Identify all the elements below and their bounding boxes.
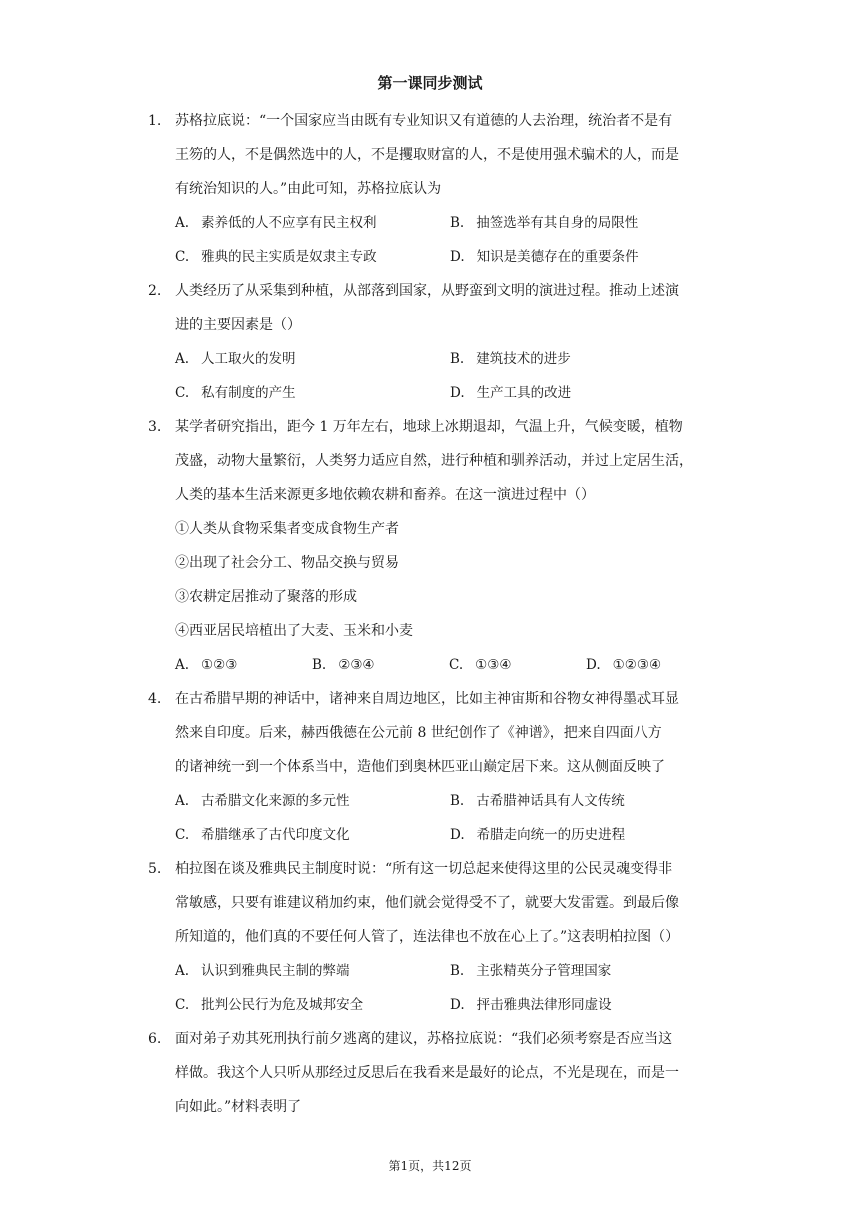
statement-item: ④西亚居民培植出了大麦、玉米和小麦: [175, 623, 413, 639]
question-number: 6.: [148, 1031, 162, 1047]
option-text: 生产工具的改进: [476, 385, 572, 401]
options-row: [148, 988, 714, 1022]
option-c[interactable]: [175, 818, 450, 852]
question-1: [148, 104, 714, 274]
option-a[interactable]: [175, 342, 450, 376]
question-text-line: 人类的基本生活来源更多地依赖农耕和畜养。在这一演进过程中（）: [175, 487, 595, 503]
option-text: 私有制度的产生: [201, 385, 296, 401]
option-letter: B.: [450, 351, 465, 367]
option-d[interactable]: [450, 376, 725, 410]
option-text: 素养低的人不应享有民主权利: [201, 215, 377, 231]
page-footer: 第1页，共12页: [388, 1159, 472, 1173]
question-2: [148, 274, 714, 410]
option-letter: B.: [312, 657, 327, 673]
option-text: 希腊继承了古代印度文化: [201, 827, 350, 843]
question-text-line: 的诸神统一到一个体系当中，造他们到奥林匹亚山巅定居下来。这从侧面反映了: [175, 759, 665, 775]
question-number: 3.: [148, 419, 162, 435]
question-stem-text: 在古希腊早期的神话中，诸神来自周边地区，比如主神宙斯和谷物女神得墨忒耳显: [175, 691, 679, 707]
option-letter: D.: [586, 657, 601, 673]
option-letter: A.: [175, 351, 190, 367]
question-text-line: 茂盛，动物大量繁衍，人类努力适应自然，进行种植和驯养活动，并过上定居生活，: [175, 453, 693, 469]
question-text-line: 有统治知识的人。”由此可知，苏格拉底认为: [175, 181, 442, 197]
option-letter: C.: [449, 657, 464, 673]
option-text: ①②③④: [612, 657, 662, 673]
option-text: 认识到雅典民主制的弊端: [201, 963, 350, 979]
question-text-line: [148, 410, 714, 444]
question-text-line: [148, 852, 714, 886]
question-text-line: 所知道的，他们真的不要任何人管了，连法律也不放在心上了。”这表明柏拉图（）: [175, 929, 680, 945]
option-text: ①②③: [201, 657, 238, 673]
question-text-line: [148, 682, 714, 716]
option-text: 雅典的民主实质是奴隶主专政: [201, 249, 377, 265]
option-letter: D.: [450, 249, 465, 265]
question-number: 5.: [148, 861, 162, 877]
option-letter: B.: [450, 963, 465, 979]
option-text: 古希腊神话具有人文传统: [476, 793, 625, 809]
option-a[interactable]: [175, 954, 450, 988]
option-letter: D.: [450, 827, 465, 843]
option-text: 希腊走向统一的历史进程: [476, 827, 626, 843]
option-text: 建筑技术的进步: [476, 351, 571, 367]
question-text-line: [148, 104, 714, 138]
statement-item: ①人类从食物采集者变成食物生产者: [175, 521, 399, 537]
question-text-line: 样做。我这个人只听从那经过反思后在我看来是最好的论点，不光是现在，而是一: [175, 1065, 679, 1081]
question-text-line: 王笏的人，不是偶然选中的人，不是攫取财富的人，不是使用强术骗术的人，而是: [175, 147, 679, 163]
option-letter: A.: [175, 963, 190, 979]
option-a[interactable]: [175, 784, 450, 818]
option-letter: C.: [175, 249, 190, 265]
question-stem-text: 某学者研究指出，距今 1 万年左右，地球上冰期退却，气温上升，气候变暖，植物: [175, 419, 683, 435]
option-b[interactable]: [450, 954, 725, 988]
option-text: ②③④: [338, 657, 375, 673]
question-stem-text: 苏格拉底说：“一个国家应当由既有专业知识又有道德的人去治理，统治者不是有: [175, 113, 673, 129]
option-text: 抨击雅典法律形同虚设: [476, 997, 612, 1013]
option-b[interactable]: [312, 648, 449, 682]
option-b[interactable]: [450, 206, 725, 240]
question-stem-text: 柏拉图在谈及雅典民主制度时说：“所有这一切总起来使得这里的公民灵魂变得非: [175, 861, 673, 877]
option-d[interactable]: [450, 240, 725, 274]
question-list: [148, 104, 714, 1124]
options-row: [148, 818, 714, 852]
question-5: [148, 852, 714, 1022]
option-text: 批判公民行为危及城邦安全: [201, 997, 364, 1013]
question-text-line: 常敏感，只要有谁建议稍加约束，他们就会觉得受不了，就要大发雷霆。到最后像: [175, 895, 679, 911]
question-number: 2.: [148, 283, 162, 299]
page-title: 第一课同步测试: [377, 74, 483, 92]
option-a[interactable]: [175, 206, 450, 240]
option-letter: A.: [175, 657, 190, 673]
statement-item: ②出现了社会分工、物品交换与贸易: [175, 555, 399, 571]
option-b[interactable]: [450, 342, 725, 376]
options-row: [148, 954, 714, 988]
option-text: 抽签选举有其自身的局限性: [476, 215, 639, 231]
question-text-line: [148, 1022, 714, 1056]
statement-item: ③农耕定居推动了聚落的形成: [175, 589, 357, 605]
option-c[interactable]: [175, 988, 450, 1022]
option-letter: D.: [450, 997, 465, 1013]
option-text: ①③④: [475, 657, 512, 673]
option-a[interactable]: [175, 648, 312, 682]
option-text: 人工取火的发明: [201, 351, 296, 367]
option-text: 古希腊文化来源的多元性: [201, 793, 350, 809]
question-text-line: 然来自印度。后来，赫西俄德在公元前 8 世纪创作了《神谱》，把来自四面八方: [175, 725, 662, 741]
option-text: 知识是美德存在的重要条件: [476, 249, 639, 265]
question-3: [148, 410, 714, 682]
question-4: [148, 682, 714, 852]
option-c[interactable]: [449, 648, 586, 682]
option-c[interactable]: [175, 376, 450, 410]
option-letter: C.: [175, 827, 190, 843]
question-text-line: [148, 274, 714, 308]
option-letter: C.: [175, 997, 190, 1013]
question-stem-text: 面对弟子劝其死刑执行前夕逃离的建议，苏格拉底说：“我们必须考察是否应当这: [175, 1031, 673, 1047]
option-letter: C.: [175, 385, 190, 401]
option-d[interactable]: [586, 648, 723, 682]
question-stem-text: 人类经历了从采集到种植，从部落到国家，从野蛮到文明的演进过程。推动上述演: [175, 283, 679, 299]
options-row: [148, 784, 714, 818]
question-text-line: 向如此。”材料表明了: [175, 1099, 302, 1115]
question-6: [148, 1022, 714, 1124]
option-letter: B.: [450, 793, 465, 809]
question-text-line: 进的主要因素是（）: [175, 317, 301, 333]
options-row: [148, 206, 714, 240]
option-letter: D.: [450, 385, 465, 401]
option-letter: A.: [175, 215, 190, 231]
option-letter: A.: [175, 793, 190, 809]
question-number: 4.: [148, 691, 162, 707]
options-row: [148, 648, 714, 682]
option-b[interactable]: [450, 784, 725, 818]
option-letter: B.: [450, 215, 465, 231]
option-c[interactable]: [175, 240, 450, 274]
options-row: [148, 240, 714, 274]
question-number: 1.: [148, 113, 162, 129]
option-text: 主张精英分子管理国家: [476, 963, 612, 979]
option-d[interactable]: [450, 818, 725, 852]
options-row: [148, 376, 714, 410]
option-d[interactable]: [450, 988, 725, 1022]
options-row: [148, 342, 714, 376]
